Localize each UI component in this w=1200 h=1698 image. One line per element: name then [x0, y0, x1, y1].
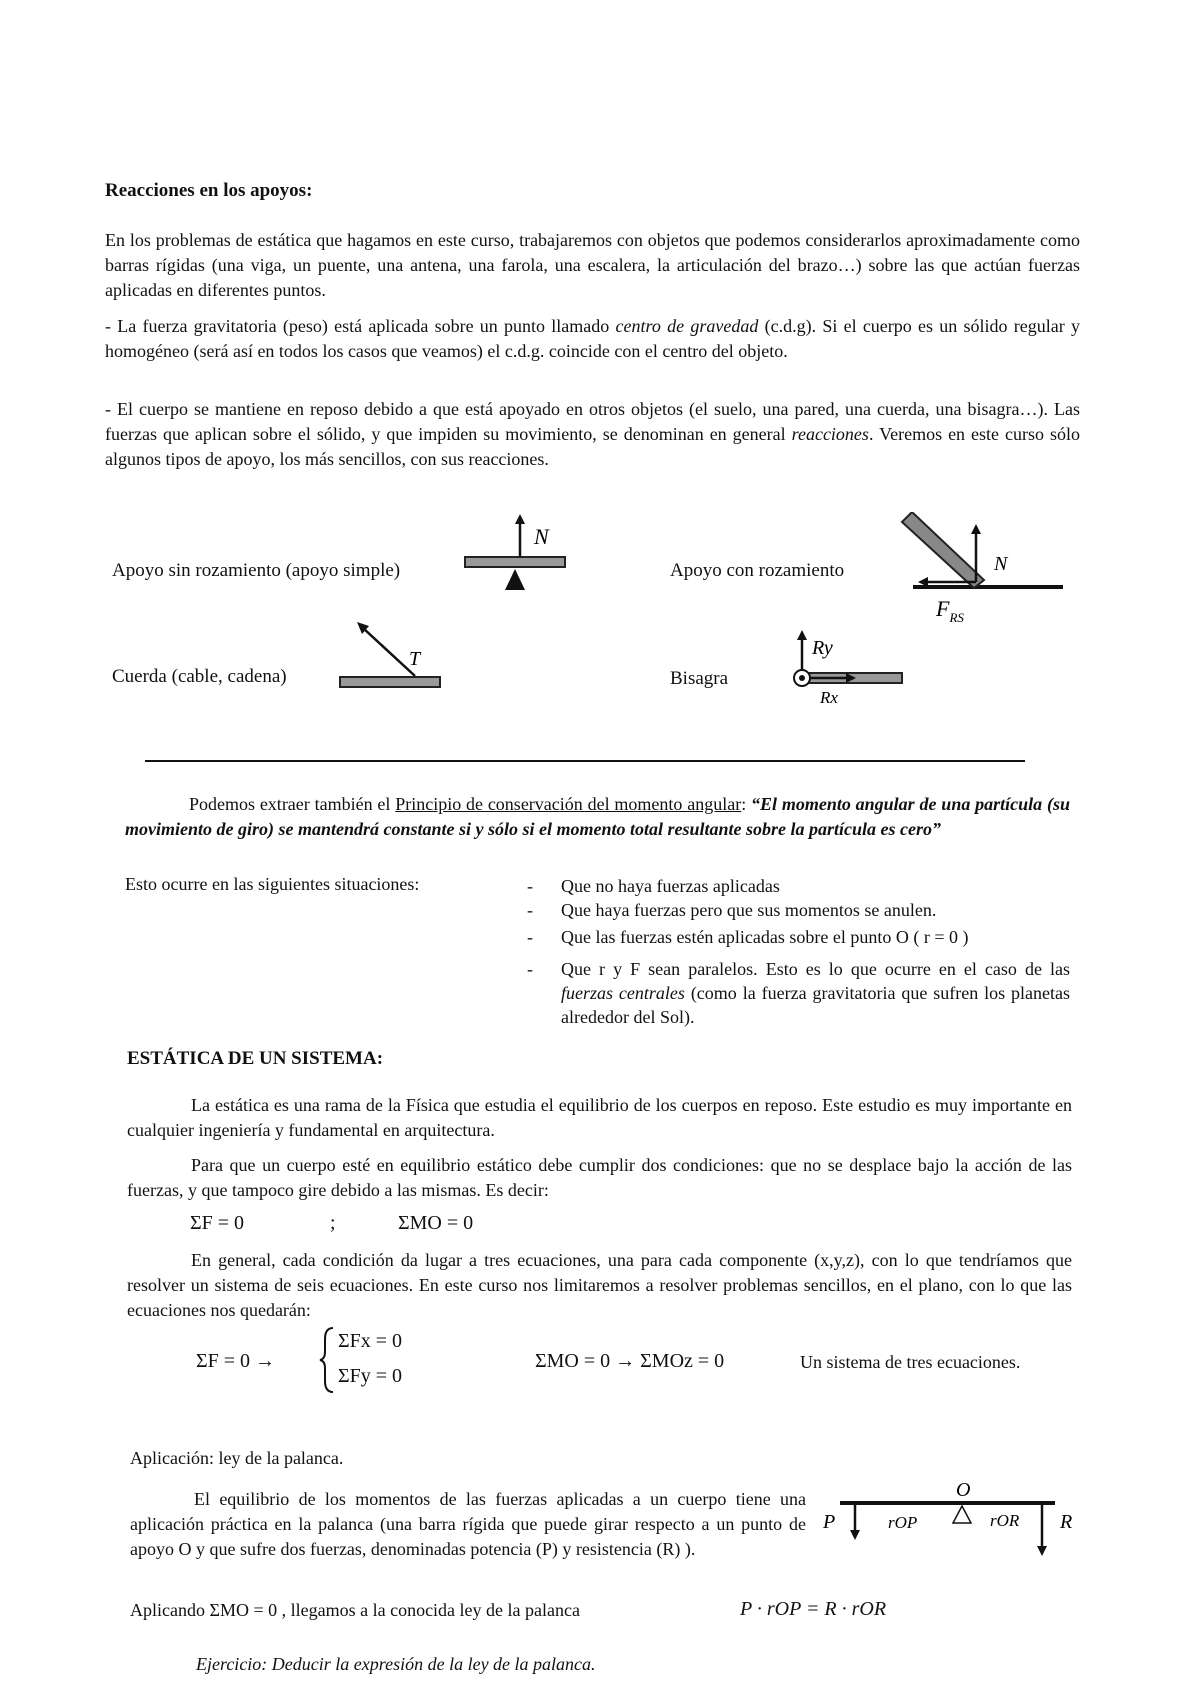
- principio-quote: “El momento angular de una partícula (su movimiento de giro) se mantendrá constante si y sólo si el momento total resultante sobre la partícula es cero”: [125, 794, 1070, 839]
- system-note: Un sistema de tres ecuaciones.: [800, 1352, 1021, 1372]
- equation-separator: ;: [330, 1212, 336, 1234]
- paragraph-estatica-1: La estática es una rama de la Física que estudia el equilibrio de los cuerpos en reposo. Este estudio es muy importante en cualquier ingeniería y fundamental en arquitectura.: [127, 1095, 1072, 1140]
- symbol-F: [935, 596, 964, 625]
- section-heading-reacciones: Reacciones en los apoyos:: [105, 180, 313, 201]
- arrow-head: [971, 524, 981, 534]
- apoyo-simple-diagram: [460, 512, 590, 592]
- apoyo-rozamiento-diagram: [888, 512, 1078, 632]
- cuerda-diagram: [335, 620, 455, 695]
- section-heading-palanca: Aplicación: ley de la palanca.: [130, 1448, 344, 1468]
- symbol-Rx: Rx: [820, 688, 838, 707]
- tension-arrow: [363, 628, 415, 676]
- hinge-pin: [799, 675, 805, 681]
- symbol-F-sub: RS: [949, 610, 964, 625]
- label-apoyo-rozamiento: Apoyo con rozamiento: [670, 560, 845, 581]
- text-fragment: :: [741, 794, 752, 814]
- label-situaciones: Esto ocurre en las siguientes situaciones:: [125, 874, 420, 894]
- arrow-head: [1037, 1546, 1047, 1556]
- paragraph-estatica-2: Para que un cuerpo esté en equilibrio estático debe cumplir dos condiciones: que no se desplace bajo la acción de las fuerzas, y que tampoco gire debido a las mismas. Es decir:: [127, 1155, 1072, 1200]
- text-fragment: (c.d.g). Si el cuerpo es un sólido regular y homogéneo (será así en todos los casos que veamos) el c.d.g. coincide con el centro del objeto.: [105, 316, 1081, 361]
- system-moments: ΣMO = 0 → ΣMOz = 0: [535, 1350, 725, 1372]
- symbol-rOR: rOR: [990, 1511, 1020, 1530]
- paragraph-reacciones: [105, 397, 1080, 472]
- label-bisagra: Bisagra: [670, 668, 729, 689]
- system-forces: ΣF = 0 →: [196, 1350, 276, 1372]
- symbol-F-main: F: [936, 596, 950, 621]
- beam: [465, 557, 565, 567]
- principio-conservacion: Principio de conservación del momento angular: [395, 794, 742, 814]
- ejercicio-text: Ejercicio: Deducir la expresión de la ley de la palanca.: [196, 1654, 596, 1674]
- section-heading-estatica: ESTÁTICA DE UN SISTEMA:: [127, 1048, 384, 1069]
- arrow-head: [850, 1530, 860, 1540]
- symbol-N: N: [534, 524, 549, 549]
- equation-sum-moments: ΣMO = 0: [398, 1212, 474, 1234]
- situaciones-list: [527, 874, 1070, 1029]
- list-item: - Que las fuerzas estén aplicadas sobre el punto O ( r = 0 ): [527, 925, 1070, 949]
- arrow-head: [797, 630, 807, 640]
- symbol-Ry: Ry: [812, 637, 833, 659]
- text-fragment: (como la fuerza gravitatoria que sufren los planetas alrededor del Sol).: [561, 983, 1071, 1027]
- arrow-head: [515, 514, 525, 524]
- symbol-P: P: [823, 1511, 836, 1533]
- list-item: - Que no haya fuerzas aplicadas: [527, 874, 1070, 898]
- symbol-rOP: rOP: [888, 1513, 918, 1532]
- equation-sum-forces: ΣF = 0: [190, 1212, 245, 1234]
- paragraph-barras-rigidas: En los problemas de estática que hagamos en este curso, trabajaremos con objetos que podemos considerarlos aproximadamente como barras rígidas (una viga, un puente, una antena, una farola, una escalera, la articulación del brazo…) sobre las que actúan fuerzas aplicadas en diferentes puntos.: [105, 230, 1080, 300]
- symbol-N2: N: [994, 553, 1008, 575]
- beam: [340, 677, 440, 687]
- paragraph-estatica-3: En general, cada condición da lugar a tres ecuaciones, una para cada componente (x,y,z), con lo que tendríamos que resolver un sistema de seis ecuaciones. En este curso nos limitaremos a resolver problemas sencillos, en el plano, con lo que las ecuaciones nos quedarán:: [127, 1250, 1072, 1320]
- fulcrum-triangle: [953, 1506, 971, 1523]
- support-triangle: [505, 569, 525, 590]
- text-fragment: - El cuerpo se mantiene en reposo debido a que está apoyado en otros objetos (el suelo, una pared, una cuerda, una bisagra…). Las fuerzas que aplican sobre el sólido, y que impiden su movimiento, se denominan en general: [105, 399, 1080, 444]
- ley-palanca-formula: P · rOP = R · rOR: [740, 1598, 887, 1620]
- term-reacciones: reacciones: [791, 424, 869, 444]
- symbol-T: T: [409, 648, 421, 670]
- paragraph-peso: [105, 314, 1080, 364]
- term-centro-gravedad: centro de gravedad: [615, 316, 759, 336]
- brace-icon: [318, 1325, 336, 1395]
- symbol-R: R: [1060, 1511, 1073, 1533]
- equation-fx: ΣFx = 0: [338, 1330, 403, 1352]
- text-fragment: Podemos extraer también el: [189, 794, 396, 814]
- paragraph-palanca: El equilibrio de los momentos de las fuerzas aplicadas a un cuerpo tiene una aplicación práctica en la palanca (una barra rígida que puede girar respecto a un punto de apoyo O y que sufre dos fuerzas, denominadas potencia (P) y resistencia (R) ).: [130, 1489, 806, 1559]
- section-divider: [145, 760, 1025, 762]
- term-fuerzas-centrales: fuerzas centrales: [561, 983, 685, 1003]
- palanca-diagram: [820, 1478, 1085, 1568]
- label-apoyo-simple: Apoyo sin rozamiento (apoyo simple): [112, 560, 401, 581]
- paragraph-momento-angular: [125, 792, 1070, 842]
- bisagra-diagram: [790, 628, 920, 708]
- aplicando-text: Aplicando ΣMO = 0 , llegamos a la conocida ley de la palanca: [130, 1600, 580, 1620]
- label-cuerda: Cuerda (cable, cadena): [112, 666, 287, 687]
- equation-fy: ΣFy = 0: [338, 1365, 403, 1387]
- symbol-O: O: [956, 1479, 971, 1501]
- text-fragment: Que r y F sean paralelos. Esto es lo que ocurre en el caso de las: [561, 959, 1070, 979]
- list-item: - Que haya fuerzas pero que sus momentos se anulen.: [527, 898, 1070, 922]
- brace-path: [320, 1328, 333, 1392]
- list-item: [527, 957, 1070, 1029]
- text-fragment: . Veremos en este curso sólo algunos tipos de apoyo, los más sencillos, con sus reacciones.: [105, 424, 1081, 469]
- text-fragment: - La fuerza gravitatoria (peso) está aplicada sobre un punto llamado: [105, 316, 616, 336]
- inclined-bar: [902, 512, 984, 588]
